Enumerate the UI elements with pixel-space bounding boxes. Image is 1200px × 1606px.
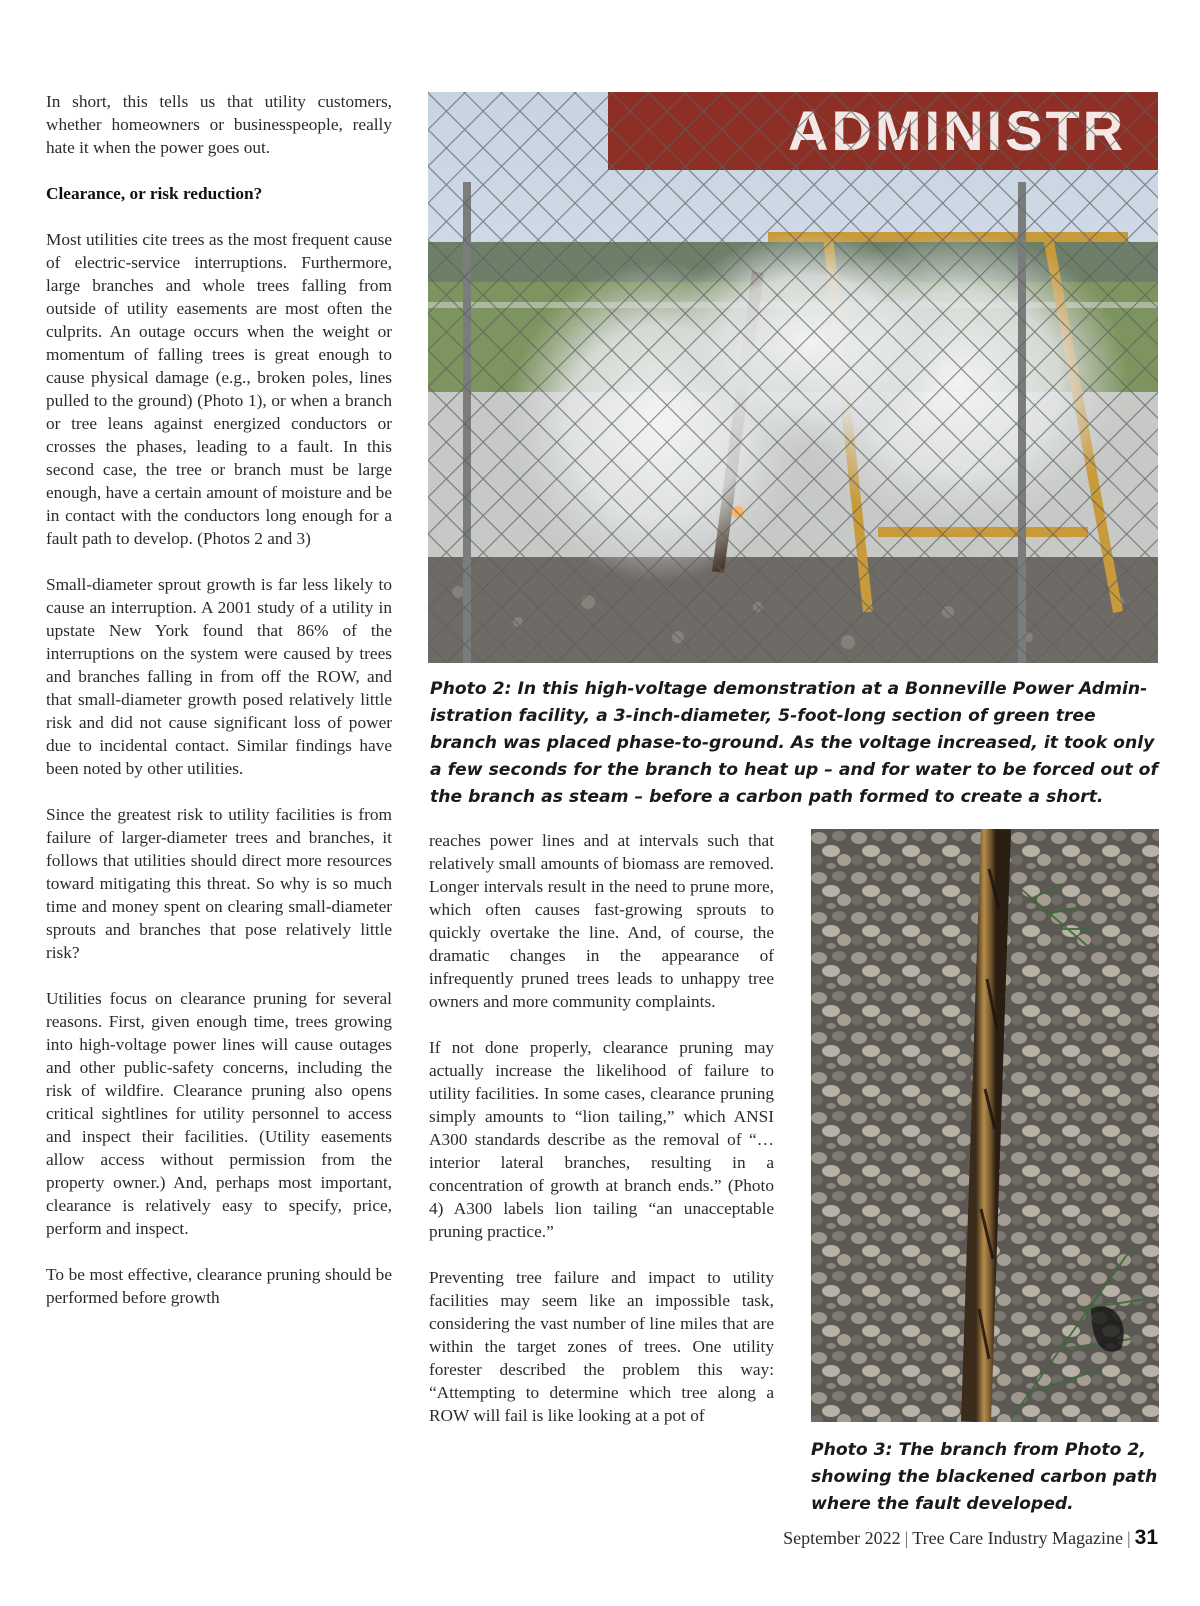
page-number: 31 [1134, 1526, 1158, 1549]
magazine-name: Tree Care Industry Magazine [912, 1528, 1124, 1548]
photo-3-image [811, 829, 1159, 1422]
paragraph: If not done properly, clearance pruning may actually increase the likelihood of failure to utility facilities. In some cases, clearance pruning simply amounts to “lion tailing,” which ANSI A300 standards describe as the removal of “… interior lateral branches, resulting in a concentration of growth at branch ends.” (Photo 4) A300 labels lion tailing “an unacceptable pruning practice.” [429, 1038, 774, 1241]
photo-3-charred-branch [811, 829, 1159, 1422]
photo-2-caption: Photo 2: In this high-voltage demonstration at a Bonneville Power Administration facility, a 3-inch-diameter, 5-foot-long section of green tree branch was placed phase-to-ground. As the voltage increased, it took only a few seconds for the branch to heat up – and for water to be forced out of the branch as steam – before a carbon path formed to create a short. [430, 679, 1158, 807]
paragraph: Most utilities cite trees as the most frequent cause of electric-service interruptions. Furthermore, large branches and whole trees falling from outside of utility easements are most often the culprits. An outage occurs when the weight or momentum of falling trees is great enough to cause physical damage (e.g., broken poles, lines pulled to the ground) (Photo 1), or when a branch or tree leans against energized conductors or crosses the phases, leading to a fault. In this second case, the tree or branch must be large enough, have a certain amount of moisture and be in contact with the conductors long enough for a fault path to develop. (Photos 2 and 3) [46, 230, 392, 548]
section-heading: Clearance, or risk reduction? [46, 184, 263, 203]
article-column-left [46, 90, 392, 1309]
photo-3-caption: Photo 3: The branch from Photo 2, showing the blackened carbon path where the fault developed. [811, 1440, 1158, 1514]
page-footer: September 2022 | Tree Care Industry Magazine | 31 [783, 1526, 1158, 1549]
paragraph: Since the greatest risk to utility facilities is from failure of larger-diameter trees and branches, it follows that utilities should direct more resources toward mitigating this threat. So why is so much time and money spent on clearing small-diameter sprouts and branches that pose relatively little risk? [46, 805, 392, 962]
paragraph: In short, this tells us that utility customers, whether homeowners or businesspeople, really hate it when the power goes out. [46, 92, 392, 157]
paragraph: Small-diameter sprout growth is far less likely to cause an interruption. A 2001 study of a utility in upstate New York found that 86% of the interruptions on the system were caused by trees and branches falling in from off the ROW, and that small-diameter growth posed relatively little risk and did not cause significant loss of power due to incidental contact. Similar findings have been noted by other utilities. [46, 575, 392, 778]
paragraph: Preventing tree failure and impact to utility facilities may seem like an impossible task, considering the vast number of line miles that are within the target zones of trees. One utility forester described the problem this way: “Attempting to determine which tree along a ROW will fail is like looking at a pot of [429, 1268, 774, 1425]
issue-date: September 2022 [783, 1528, 901, 1548]
photo-2-image [428, 92, 1158, 663]
paragraph: Utilities focus on clearance pruning for several reasons. First, given enough time, trees growing into high-voltage power lines will cause outages and other public-safety concerns, including the risk of wildfire. Clearance pruning also opens critical sightlines for utility personnel to access and inspect their facilities. (Utility easements allow access without permission from the property owner.) And, perhaps most important, clearance is relatively easy to specify, price, perform and inspect. [46, 989, 392, 1238]
paragraph: To be most effective, clearance pruning should be performed before growth [46, 1265, 392, 1307]
paragraph: reaches power lines and at intervals such that relatively small amounts of biomass are removed. Longer intervals result in the need to prune more, which often causes fast-growing sprouts to quickly overtake the line. And, of course, the dramatic changes in the appearance of infrequently pruned trees leads to unhappy tree owners and more community complaints. [429, 831, 774, 1011]
article-column-middle [429, 829, 774, 1427]
photo-2-arc-demonstration [428, 92, 1158, 663]
